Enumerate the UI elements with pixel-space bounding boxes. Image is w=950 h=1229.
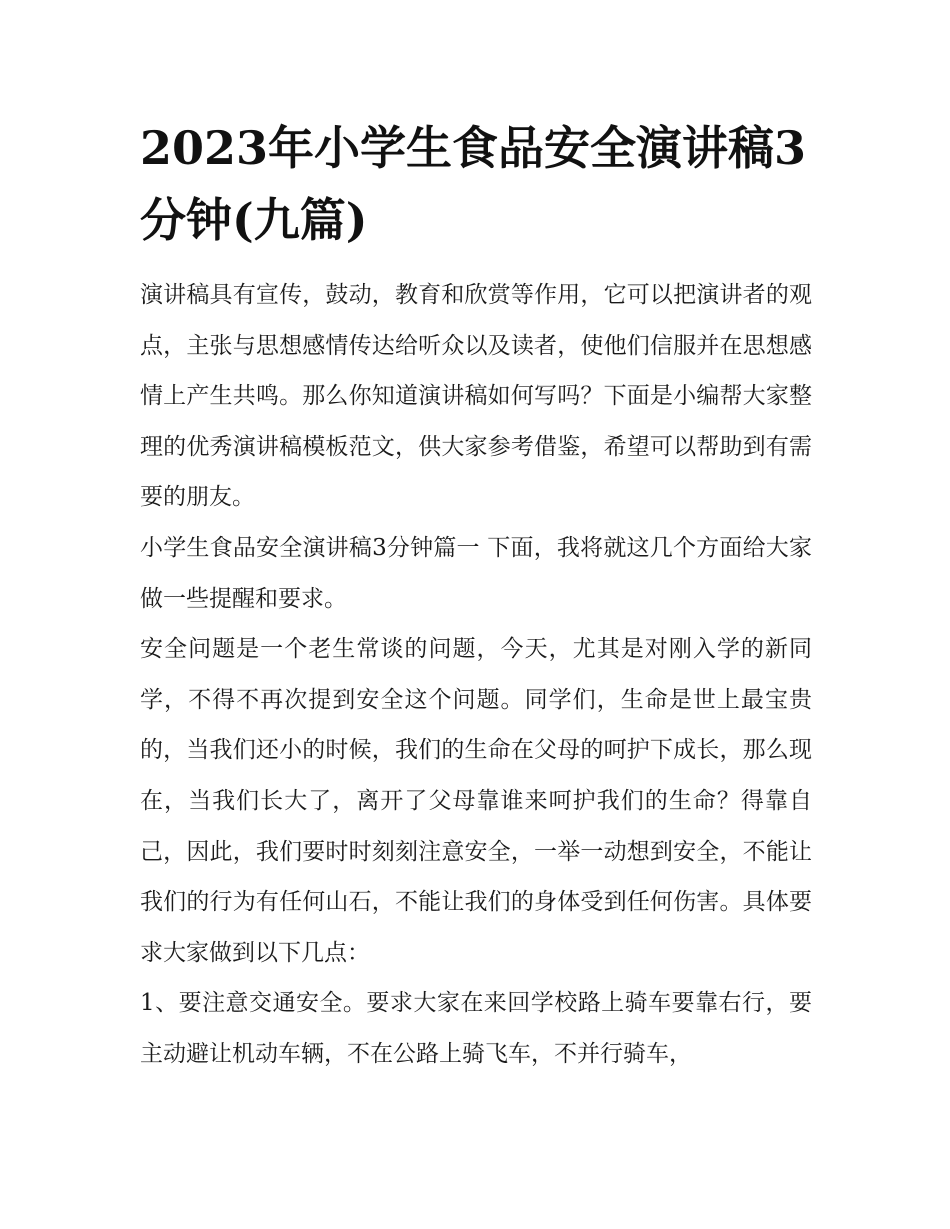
document-title: 2023年小学生食品安全演讲稿3分钟(九篇) [140,121,807,247]
paragraph-traffic-safety: 1、要注意交通安全。要求大家在来回学校路上骑车要靠右行，要主动避让机动车辆，不在公路上骑飞车，不并行骑车， [140,990,812,1067]
paragraph-safety: 安全问题是一个老生常谈的问题，今天，尤其是对刚入学的新同学，不得不再次提到安全这个问题。同学们，生命是世上最宝贵的，当我们还小的时候，我们的生命在父母的呵护下成长，那么现在，当我们长大了，离开了父母靠谁来呵护我们的生命？得靠自己，因此，我们要时时刻刻注意安全，一举一动想到安全，不能让我们的行为有任何山石，不能让我们的身体受到任何伤害。具体要求大家做到以下几点： [140,636,812,966]
paragraph-section-one: 小学生食品安全演讲稿3分钟篇一 下面，我将就这几个方面给大家做一些提醒和要求。 [140,534,812,612]
document-body [140,112,812,1080]
paragraph-intro: 演讲稿具有宣传，鼓动，教育和欣赏等作用，它可以把演讲者的观点，主张与思想感情传达给听众以及读者，使他们信服并在思想感情上产生共鸣。那么你知道演讲稿如何写吗？下面是小编帮大家整理的优秀演讲稿模板范文，供大家参考借鉴，希望可以帮助到有需要的朋友。 [140,282,812,511]
